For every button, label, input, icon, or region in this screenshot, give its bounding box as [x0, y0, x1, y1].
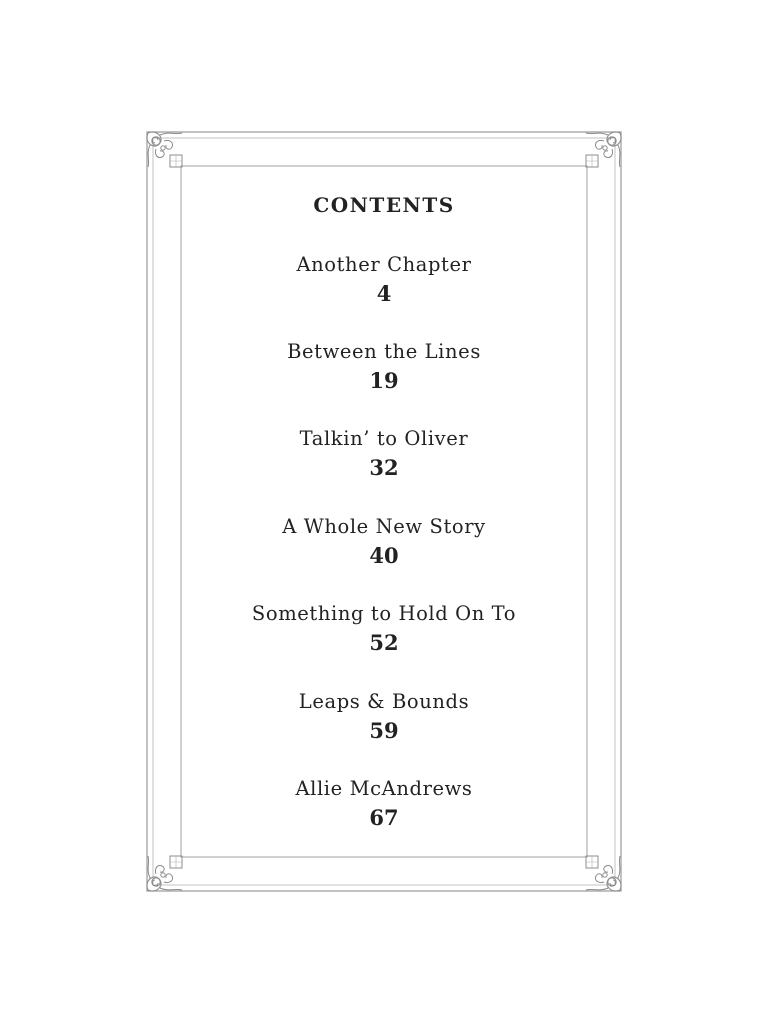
- corner-ornament-bottom-left: [147, 856, 182, 891]
- chapter-title: Allie McAndrews: [295, 777, 473, 800]
- toc-entry[interactable]: [180, 513, 588, 583]
- corner-ornament-bottom-right: [586, 856, 621, 891]
- chapter-title: Between the Lines: [287, 340, 481, 363]
- chapter-page-number: 4: [376, 281, 392, 306]
- chapter-page-number: 59: [369, 718, 399, 743]
- toc-entry[interactable]: [180, 425, 588, 495]
- chapter-title: Something to Hold On To: [251, 602, 517, 625]
- chapter-page-number: 52: [369, 630, 399, 655]
- chapter-page-number: 19: [369, 368, 399, 393]
- chapter-title: Leaps & Bounds: [298, 690, 470, 713]
- chapter-title: Talkin’ to Oliver: [299, 427, 469, 450]
- corner-ornament-top-right: [586, 132, 621, 167]
- chapter-title: Another Chapter: [296, 253, 472, 276]
- toc-entry[interactable]: [180, 338, 588, 408]
- contents-heading: CONTENTS: [313, 193, 455, 217]
- toc-entry[interactable]: [180, 251, 588, 321]
- toc-entry[interactable]: [180, 688, 588, 758]
- chapter-page-number: 32: [369, 455, 399, 480]
- toc-entry[interactable]: [180, 775, 588, 845]
- corner-ornament-top-left: [147, 132, 182, 167]
- toc-entry[interactable]: [180, 600, 588, 670]
- chapter-title: A Whole New Story: [282, 515, 486, 538]
- chapter-page-number: 67: [369, 805, 399, 830]
- chapter-page-number: 40: [369, 543, 399, 568]
